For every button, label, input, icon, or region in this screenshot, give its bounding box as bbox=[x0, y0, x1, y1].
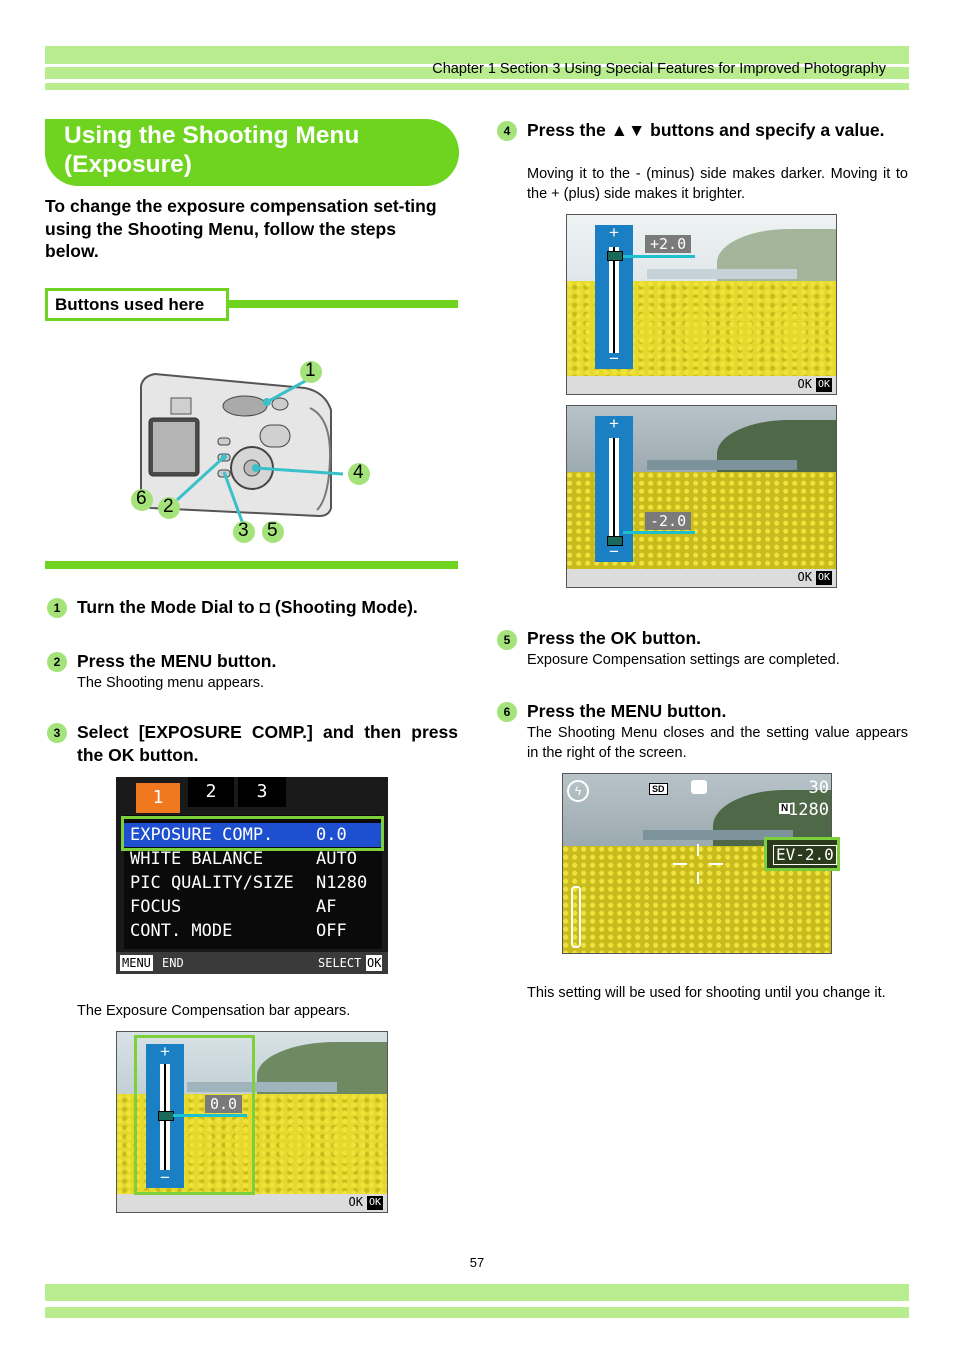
step-4-title: Press the ▲▼ buttons and specify a value. bbox=[527, 120, 885, 140]
menu-highlight-frame bbox=[121, 816, 384, 851]
section-divider bbox=[45, 561, 458, 569]
menu-row-pic-quality bbox=[124, 871, 382, 895]
menu-end-label: END bbox=[162, 956, 184, 970]
ok-label: OK bbox=[797, 570, 812, 584]
step-2-number: 2 bbox=[47, 652, 67, 672]
remaining-shots: 30 bbox=[808, 778, 829, 798]
menu-ok-key: OK bbox=[367, 956, 382, 970]
buttons-used-label: Buttons used here bbox=[45, 288, 229, 321]
menu-row-value: 0.0 bbox=[316, 825, 347, 845]
menu-row-focus bbox=[124, 895, 382, 919]
callout-5: 5 bbox=[267, 520, 278, 541]
footer-bar-top bbox=[45, 1284, 909, 1301]
chapter-heading: Chapter 1 Section 3 Using Special Features for Improved Photography bbox=[432, 61, 886, 77]
ev-value: +2.0 bbox=[645, 235, 691, 253]
menu-row-name: CONT. MODE bbox=[130, 921, 233, 941]
step-4-number: 4 bbox=[497, 121, 517, 141]
callout-2: 2 bbox=[163, 496, 174, 517]
ev-screen-plus bbox=[566, 214, 837, 395]
menu-footer bbox=[116, 952, 388, 974]
footer-bar-bottom bbox=[45, 1307, 909, 1318]
ok-key-icon: OK bbox=[368, 1197, 382, 1208]
image-size: 1280 bbox=[788, 800, 829, 820]
menu-tab-2: 2 bbox=[188, 777, 234, 807]
ev-pointer-line bbox=[623, 531, 695, 534]
shooting-menu-screen bbox=[116, 777, 388, 974]
step-2-body: The Shooting menu appears. bbox=[77, 675, 265, 691]
section-title-line1: Using the Shooting Menu bbox=[64, 122, 360, 149]
menu-row-name: WHITE BALANCE bbox=[130, 849, 264, 869]
ok-label: OK bbox=[348, 1195, 363, 1209]
ok-key-icon: OK bbox=[817, 572, 831, 583]
step-3-title: Select [EXPOSURE COMP.] and then press the OK button. bbox=[77, 722, 458, 765]
step-1-title: Turn the Mode Dial to ◘ (Shooting Mode). bbox=[77, 597, 418, 617]
callout-3: 3 bbox=[238, 520, 249, 541]
focus-frame-icon bbox=[673, 844, 723, 884]
intro-text: To change the exposure compensation set-ting using the Shooting Menu, follow the steps below. bbox=[45, 196, 437, 261]
menu-row-name: EXPOSURE COMP. bbox=[130, 825, 274, 845]
menu-row-value: AF bbox=[316, 897, 337, 917]
step-6-title: Press the MENU button. bbox=[527, 701, 727, 721]
ev-plus-sign: + bbox=[160, 1042, 170, 1061]
ev-screen-minus bbox=[566, 405, 837, 588]
ev-indicator bbox=[764, 837, 840, 871]
camera-illustration bbox=[125, 358, 385, 548]
step-5-title: Press the OK button. bbox=[527, 628, 702, 648]
section-title-line2: (Exposure) bbox=[64, 151, 192, 178]
menu-select-label: SELECT bbox=[318, 956, 362, 970]
step-5-body: Exposure Compensation settings are completed. bbox=[527, 652, 840, 668]
ok-bar bbox=[117, 1194, 387, 1212]
ev-minus-sign: − bbox=[160, 1168, 170, 1187]
ev-plus-sign: + bbox=[609, 223, 619, 242]
ev-value: -2.0 bbox=[645, 512, 691, 530]
ev-bar bbox=[595, 225, 633, 369]
step-3-number: 3 bbox=[47, 723, 67, 743]
menu-tab-3: 3 bbox=[238, 777, 286, 807]
ev-slider-knob bbox=[607, 251, 623, 261]
ev-plus-sign: + bbox=[609, 414, 619, 433]
callout-1: 1 bbox=[305, 360, 316, 381]
ev-minus-sign: − bbox=[609, 349, 619, 368]
callout-4: 4 bbox=[353, 462, 364, 483]
step-3-body: The Exposure Compensation bar appears. bbox=[77, 1003, 351, 1019]
step-2-title: Press the MENU button. bbox=[77, 651, 277, 671]
menu-row-value: OFF bbox=[316, 921, 347, 941]
step-4-body: Moving it to the - (minus) side makes darker. Moving it to the + (plus) side makes it brighter. bbox=[527, 166, 908, 202]
quality-n-icon: N bbox=[781, 803, 789, 814]
menu-tab-1: 1 bbox=[136, 783, 180, 813]
page-number: 57 bbox=[469, 1255, 485, 1270]
menu-row-name: FOCUS bbox=[130, 897, 182, 917]
menu-row-cont-mode bbox=[124, 919, 382, 943]
ev-pointer-line bbox=[623, 255, 695, 258]
sd-icon: SD bbox=[649, 783, 668, 795]
closing-note: This setting will be used for shooting until you change it. bbox=[527, 985, 886, 1001]
section-title bbox=[45, 119, 459, 186]
menu-row-value: N1280 bbox=[316, 873, 368, 893]
step-5-number: 5 bbox=[497, 630, 517, 650]
ev-bar bbox=[595, 416, 633, 562]
ev-value: 0.0 bbox=[205, 1095, 242, 1113]
ev-minus-sign: − bbox=[609, 542, 619, 561]
step-6-body: The Shooting Menu closes and the setting value appears in the right of the screen. bbox=[527, 725, 908, 761]
ok-label: OK bbox=[797, 377, 812, 391]
ev-indicator-value: EV-2.0 bbox=[773, 845, 837, 865]
ev-bar-highlight-frame bbox=[134, 1035, 255, 1195]
header-bar-bottom bbox=[45, 83, 909, 90]
buttons-used-rule bbox=[228, 300, 458, 308]
menu-row-name: PIC QUALITY/SIZE bbox=[130, 873, 294, 893]
ok-key-icon: OK bbox=[817, 379, 831, 390]
camera-mode-icon bbox=[691, 780, 707, 794]
menu-row-value: AUTO bbox=[316, 849, 357, 869]
zoom-bar-icon bbox=[571, 886, 581, 948]
ok-bar bbox=[567, 569, 836, 587]
menu-key: MENU bbox=[122, 956, 151, 970]
flash-icon: ϟ bbox=[567, 780, 589, 802]
step-1-number: 1 bbox=[47, 598, 67, 618]
callout-6: 6 bbox=[136, 488, 147, 509]
step-6-number: 6 bbox=[497, 702, 517, 722]
ok-bar bbox=[567, 376, 836, 394]
